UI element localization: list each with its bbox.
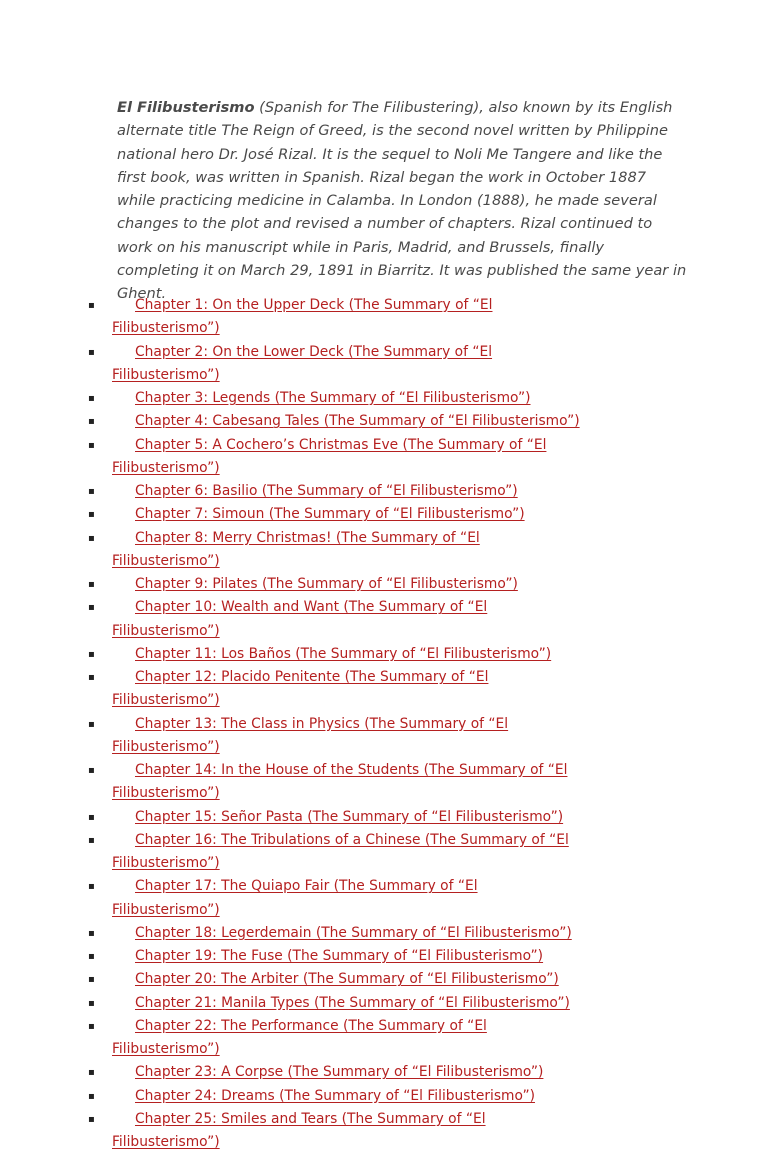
chapter-link-label: Chapter 14: In the House of the Students (The Summary of “El Filibusterismo”) — [112, 762, 568, 802]
chapter-link-label: Chapter 17: The Quiapo Fair (The Summary of “El Filibusterismo”) — [112, 878, 478, 918]
chapter-link-label: Chapter 16: The Tribulations of a Chinese (The Summary of “El Filibusterismo”) — [112, 831, 569, 871]
chapter-link-label: Chapter 15: Señor Pasta (The Summary of “El Filibusterismo”) — [135, 808, 564, 825]
bullet-icon: ▪ — [88, 1020, 95, 1032]
chapter-link-14[interactable] — [112, 762, 567, 801]
chapter-link-6[interactable] — [112, 483, 518, 499]
list-item — [0, 666, 582, 713]
list-item — [0, 759, 582, 806]
list-item — [0, 643, 582, 666]
chapter-link-20[interactable] — [112, 971, 559, 987]
list-item — [0, 573, 582, 596]
chapter-link-16[interactable] — [112, 832, 569, 871]
chapter-link-label: Chapter 11: Los Baños (The Summary of “El Filibusterismo”) — [135, 645, 552, 662]
chapter-link-label: Chapter 24: Dreams (The Summary of “El Filibusterismo”) — [135, 1087, 535, 1104]
chapter-link-21[interactable] — [112, 995, 570, 1011]
list-item — [0, 341, 582, 388]
bullet-icon: ▪ — [88, 300, 95, 311]
chapter-link-17[interactable] — [112, 878, 478, 917]
bullet-icon: ▪ — [88, 439, 95, 451]
list-item — [0, 596, 582, 643]
bullet-icon: ▪ — [88, 765, 95, 776]
list-item — [0, 713, 582, 760]
intro-paragraph — [117, 96, 687, 306]
list-item — [0, 806, 582, 829]
chapter-link-label: Chapter 12: Placido Penitente (The Summary of “El Filibusterismo”) — [112, 669, 489, 709]
bullet-icon: ▪ — [88, 951, 95, 962]
list-item — [0, 480, 582, 503]
chapter-link-24[interactable] — [112, 1088, 535, 1104]
bullet-icon: ▪ — [88, 416, 95, 428]
bullet-icon: ▪ — [88, 974, 95, 986]
chapter-link-label: Chapter 4: Cabesang Tales (The Summary of “El Filibusterismo”) — [135, 413, 580, 430]
chapter-link-label: Chapter 5: A Cochero’s Christmas Eve (The Summary of “El Filibusterismo”) — [112, 436, 547, 476]
bullet-icon: ▪ — [88, 648, 95, 660]
chapter-link-11[interactable] — [112, 646, 551, 662]
bullet-icon: ▪ — [88, 1113, 95, 1125]
list-item — [0, 1061, 582, 1084]
chapter-list — [0, 294, 768, 1154]
chapter-link-label: Chapter 20: The Arbiter (The Summary of “El Filibusterismo”) — [135, 971, 559, 988]
book-title: El Filibusterismo — [117, 99, 255, 116]
chapter-link-18[interactable] — [112, 925, 572, 941]
bullet-icon: ▪ — [88, 486, 95, 497]
chapter-link-7[interactable] — [112, 506, 525, 522]
chapter-link-1[interactable] — [112, 297, 492, 336]
bullet-icon: ▪ — [88, 602, 95, 614]
chapter-link-19[interactable] — [112, 948, 543, 964]
list-item — [0, 434, 582, 481]
bullet-icon: ▪ — [88, 1090, 95, 1102]
chapter-link-10[interactable] — [112, 599, 487, 638]
chapter-link-2[interactable] — [112, 344, 492, 383]
chapter-link-label: Chapter 7: Simoun (The Summary of “El Filibusterismo”) — [135, 506, 525, 523]
bullet-icon: ▪ — [88, 834, 95, 846]
bullet-icon: ▪ — [88, 509, 95, 521]
chapter-link-12[interactable] — [112, 669, 488, 708]
bullet-icon: ▪ — [88, 811, 95, 823]
chapter-link-label: Chapter 19: The Fuse (The Summary of “El Filibusterismo”) — [135, 948, 544, 964]
chapter-link-label: Chapter 9: Pilates (The Summary of “El Filibusterismo”) — [135, 576, 518, 592]
chapter-link-15[interactable] — [112, 809, 563, 825]
list-item — [0, 503, 582, 526]
chapter-link-25[interactable] — [112, 1111, 486, 1150]
bullet-icon: ▪ — [88, 672, 95, 683]
bullet-icon: ▪ — [88, 579, 95, 590]
list-item — [0, 1015, 582, 1062]
chapter-link-label: Chapter 21: Manila Types (The Summary of “El Filibusterismo”) — [135, 994, 570, 1011]
list-item — [0, 294, 582, 341]
list-item — [0, 968, 582, 991]
chapter-link-label: Chapter 1: On the Upper Deck (The Summary of “El Filibusterismo”) — [112, 297, 493, 337]
list-item — [0, 1108, 582, 1154]
chapter-link-label: Chapter 25: Smiles and Tears (The Summary of “El Filibusterismo”) — [112, 1110, 486, 1150]
chapter-link-5[interactable] — [112, 437, 546, 476]
list-item — [0, 922, 582, 945]
chapter-link-label: Chapter 22: The Performance (The Summary of “El Filibusterismo”) — [112, 1017, 487, 1057]
chapter-link-4[interactable] — [112, 413, 580, 429]
list-item — [0, 945, 582, 968]
list-item — [0, 410, 582, 433]
chapter-link-label: Chapter 10: Wealth and Want (The Summary of “El Filibusterismo”) — [112, 599, 488, 639]
bullet-icon: ▪ — [88, 997, 95, 1009]
chapter-link-label: Chapter 8: Merry Christmas! (The Summary of “El Filibusterismo”) — [112, 529, 480, 569]
list-item — [0, 1085, 582, 1108]
list-item — [0, 829, 582, 876]
list-item — [0, 527, 582, 574]
chapter-link-label: Chapter 6: Basilio (The Summary of “El Filibusterismo”) — [135, 483, 518, 499]
intro-body: (Spanish for The Filibustering), also known by its English alternate title The Reign of Greed, is the second novel written by Philippine national hero Dr. José Rizal. It is the sequel to Noli Me Tangere and like the first book, was written in Spanish. Rizal began the work in October 1887 while practicing medicine in Calamba. In London (1888), he made several changes to the plot and revised a number of chapters. Rizal continued to work on his manuscript while in Paris, Madrid, and Brussels, finally completing it on March 29, 1891 in Biarritz. It was published the same year in Ghent. — [117, 99, 687, 303]
chapter-link-3[interactable] — [112, 390, 531, 406]
list-item — [0, 875, 582, 922]
chapter-link-9[interactable] — [112, 576, 518, 592]
bullet-icon: ▪ — [88, 718, 95, 730]
chapter-link-label: Chapter 18: Legerdemain (The Summary of “El Filibusterismo”) — [135, 924, 572, 941]
bullet-icon: ▪ — [88, 1067, 95, 1079]
chapter-link-8[interactable] — [112, 530, 480, 569]
chapter-link-13[interactable] — [112, 716, 508, 755]
bullet-icon: ▪ — [88, 881, 95, 893]
chapter-link-23[interactable] — [112, 1064, 543, 1080]
chapter-link-label: Chapter 3: Legends (The Summary of “El Filibusterismo”) — [135, 390, 531, 406]
bullet-icon: ▪ — [88, 927, 95, 939]
chapter-link-label: Chapter 2: On the Lower Deck (The Summary of “El Filibusterismo”) — [112, 343, 493, 383]
list-item — [0, 387, 582, 410]
chapter-link-label: Chapter 13: The Class in Physics (The Summary of “El Filibusterismo”) — [112, 715, 509, 755]
list-item — [0, 992, 582, 1015]
chapter-link-label: Chapter 23: A Corpse (The Summary of “El Filibusterismo”) — [135, 1064, 544, 1081]
bullet-icon: ▪ — [88, 532, 95, 544]
bullet-icon: ▪ — [88, 346, 95, 358]
bullet-icon: ▪ — [88, 393, 95, 404]
